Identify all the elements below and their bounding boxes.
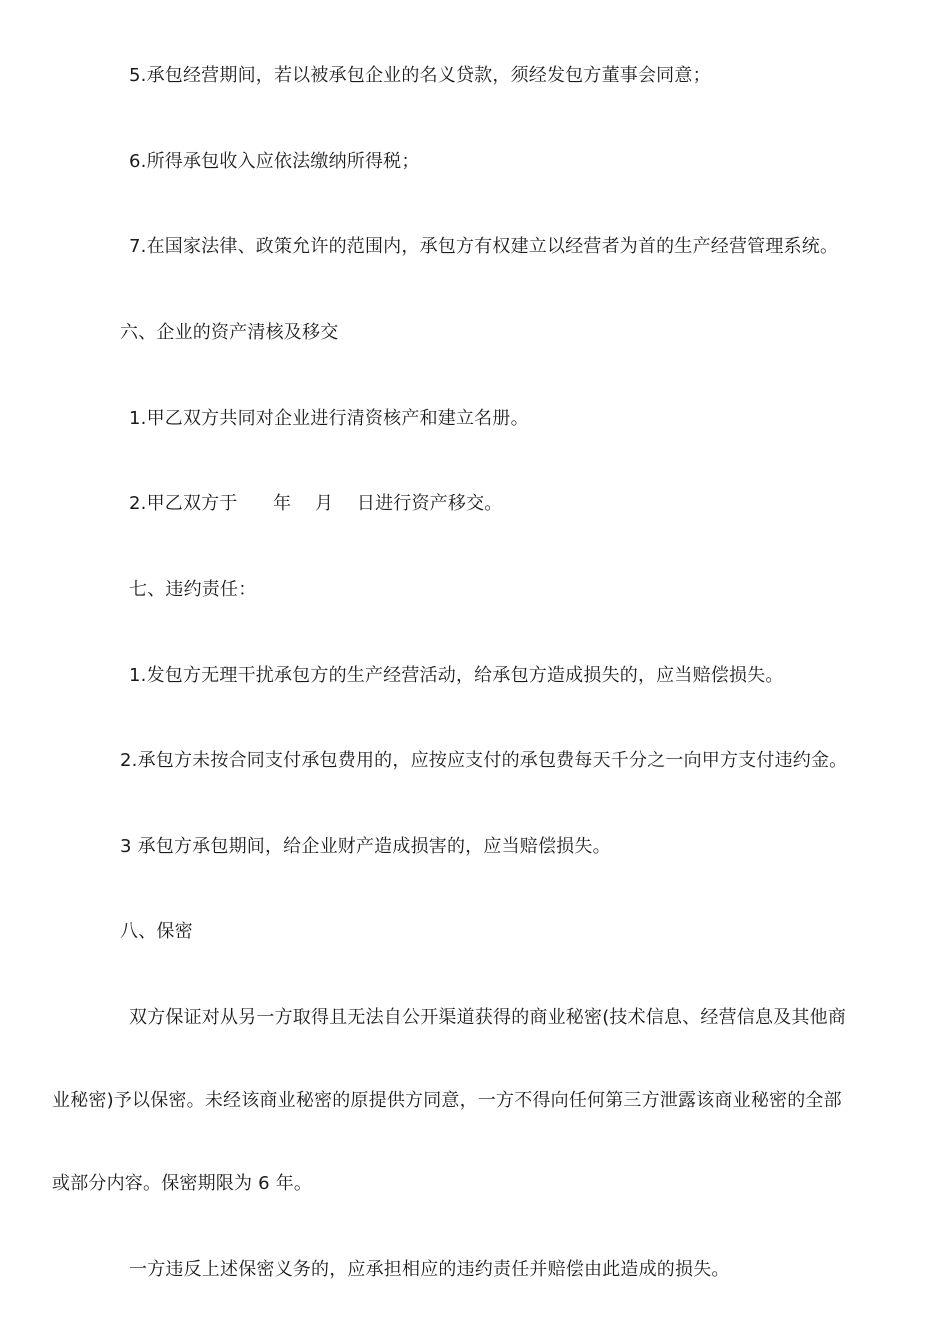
clause-5-2-tax: 6.所得承包收入应依法缴纳所得税；: [129, 151, 420, 172]
breach-of-confidentiality: 一方违反上述保密义务的，应承担相应的违约责任并赔偿由此造成的损失。: [129, 1259, 730, 1280]
confidentiality-paragraph-line-3: 或部分内容。保密期限为 6 年。: [52, 1173, 313, 1194]
clause-7-1: 1.发包方无理干扰承包方的生产经营活动，给承包方造成损失的，应当赔偿损失。: [129, 665, 784, 686]
confidentiality-paragraph-line-2: 业秘密)予以保密。未经该商业秘密的原提供方同意，一方不得向任何第三方泄露该商业秘密的全部: [52, 1090, 842, 1111]
section-7-heading: 七、违约责任：: [129, 579, 257, 600]
section-6-heading: 六、企业的资产清核及移交: [120, 322, 339, 343]
clause-7-3: 3 承包方承包期间，给企业财产造成损害的，应当赔偿损失。: [120, 836, 611, 857]
section-8-heading: 八、保密: [120, 921, 193, 942]
clause-5-3-management: 7.在国家法律、政策允许的范围内，承包方有权建立以经营者为首的生产经营管理系统。: [129, 236, 839, 257]
clause-7-2: 2.承包方未按合同支付承包费用的，应按应支付的承包费每天千分之一向甲方支付违约金。: [120, 750, 848, 771]
clause-5-1-loan: 5.承包经营期间，若以被承包企业的名义贷款，须经发包方董事会同意；: [129, 65, 711, 86]
confidentiality-paragraph-line-1: 双方保证对从另一方取得且无法自公开渠道获得的商业秘密(技术信息、经营信息及其他商: [129, 1007, 847, 1028]
clause-6-1: 1.甲乙双方共同对企业进行清资核产和建立名册。: [129, 408, 529, 429]
clause-6-2: 2.甲乙双方于 年 月 日进行资产移交。: [129, 493, 503, 514]
